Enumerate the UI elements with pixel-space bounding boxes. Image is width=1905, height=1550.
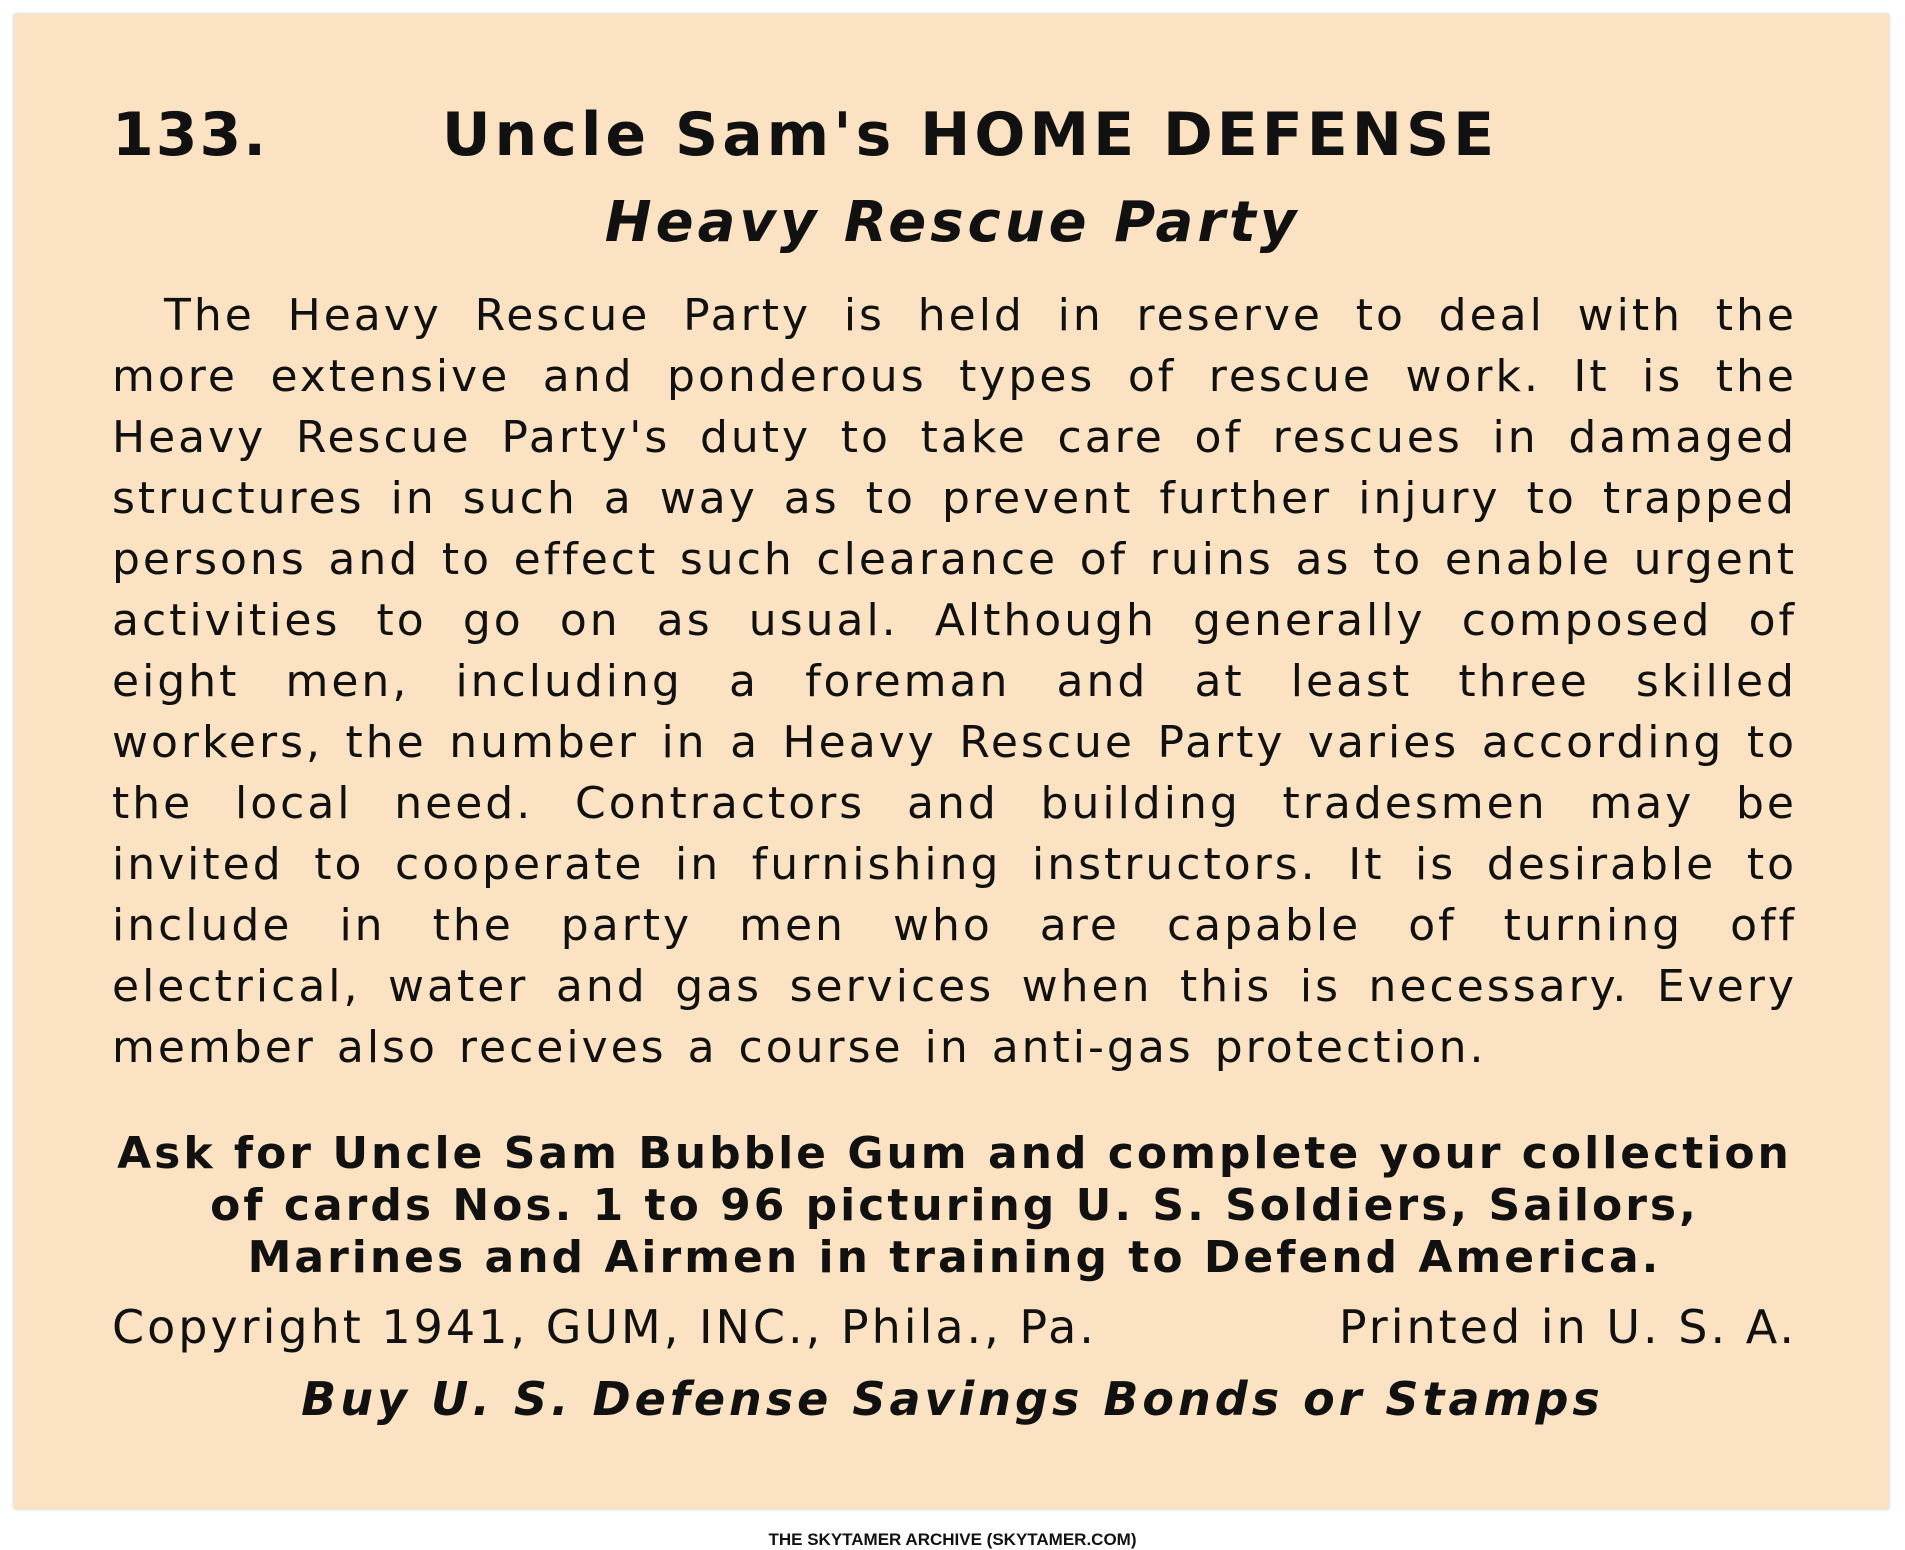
card-number: 133. xyxy=(112,100,269,170)
card-title: Uncle Sam's HOME DEFENSE xyxy=(441,100,1499,170)
card-description: The Heavy Rescue Party is held in reserve to deal with the more extensive and ponderous types of rescue work. It is the Heavy Rescue Party's duty to take care of rescues in damaged structures in such a way as to prevent further injury to trapped persons and to effect such clearance of ruins as to enable urgent activities to go on as usual. Although generally composed of eight men, including a foreman and at least three skilled workers, the number in a Heavy Rescue Party varies according to the local need. Contractors and building tradesmen may be invited to cooperate in furnishing instructors. It is desirable to include in the party men who are capable of turning off electrical, water and gas services when this is necessary. Every member also receives a course in anti-gas protection. xyxy=(112,290,1797,1073)
card-subtitle: Heavy Rescue Party xyxy=(604,190,1301,255)
defense-bonds-slogan: Buy U. S. Defense Savings Bonds or Stamps xyxy=(301,1372,1604,1426)
copyright-text: Copyright 1941, GUM, INC., Phila., Pa. xyxy=(112,1300,1097,1354)
archive-credit: THE SKYTAMER ARCHIVE (SKYTAMER.COM) xyxy=(768,1530,1137,1549)
printed-in-text: Printed in U. S. A. xyxy=(1338,1300,1797,1354)
collection-promo: Ask for Uncle Sam Bubble Gum and complete your collection of cards Nos. 1 to 96 picturing U. S. Soldiers, Sailors, Marines and Airmen in training to Defend America. xyxy=(117,1128,1792,1283)
